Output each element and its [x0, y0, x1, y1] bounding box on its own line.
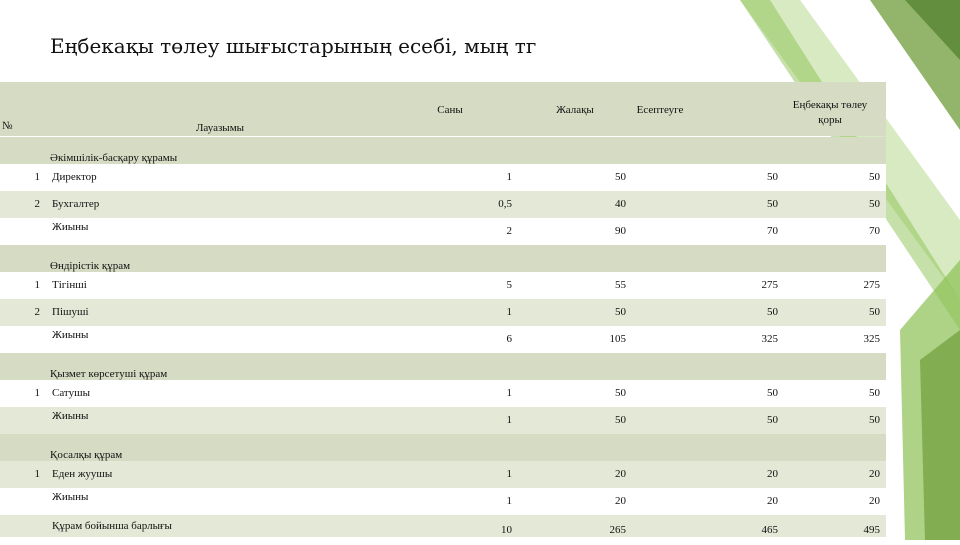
table-row	[0, 299, 886, 326]
header-no: №	[2, 120, 13, 132]
count-cell: 5	[506, 279, 512, 291]
row-name: Жиыны	[52, 221, 89, 233]
salary-cell: 265	[609, 524, 626, 536]
row-name: Бухгалтер	[52, 198, 100, 210]
total-row	[0, 488, 886, 515]
salary-cell: 50	[615, 414, 626, 426]
calc-cell: 50	[767, 306, 778, 318]
count-cell: 1	[506, 387, 512, 399]
salary-cell: 90	[615, 225, 626, 237]
row-name: Директор	[52, 171, 97, 183]
page-title: Еңбекақы төлеу шығыстарының есебі, мың тг	[50, 34, 537, 58]
table-row	[0, 164, 886, 191]
row-number: 2	[34, 198, 40, 210]
row-name: Жиыны	[52, 329, 89, 341]
header-fund: Еңбекақы төлеу қоры	[792, 99, 868, 126]
section-row	[0, 434, 886, 461]
salary-cell: 55	[615, 279, 626, 291]
salary-cell: 40	[615, 198, 626, 210]
salary-cell: 50	[615, 387, 626, 399]
fund-cell: 20	[869, 468, 880, 480]
count-cell: 10	[501, 524, 512, 536]
count-cell: 6	[506, 333, 512, 345]
table-row	[0, 272, 886, 299]
fund-cell: 275	[863, 279, 880, 291]
calc-cell: 50	[767, 387, 778, 399]
section-label: Қосалқы құрам	[50, 449, 123, 461]
section-label: Әкімшілік-басқару құрамы	[50, 152, 178, 164]
count-cell: 1	[506, 306, 512, 318]
calc-cell: 50	[767, 198, 778, 210]
header-count: Саны	[437, 104, 463, 116]
fund-cell: 325	[863, 333, 880, 345]
header-position: Лауазымы	[195, 122, 245, 134]
header-salary: Жалақы	[556, 104, 594, 116]
row-name: Жиыны	[52, 491, 89, 503]
count-cell: 1	[506, 171, 512, 183]
table-row	[0, 380, 886, 407]
table-row	[0, 191, 886, 218]
header-calc: Есептеуге	[636, 104, 684, 116]
count-cell: 1	[506, 414, 512, 426]
fund-cell: 50	[869, 414, 880, 426]
count-cell: 1	[506, 468, 512, 480]
row-name: Пішуші	[52, 306, 89, 318]
total-row	[0, 326, 886, 353]
fund-cell: 50	[869, 198, 880, 210]
row-name: Құрам бойынша барлығы	[52, 520, 172, 532]
count-cell: 2	[506, 225, 512, 237]
row-number: 1	[34, 171, 40, 183]
calc-cell: 50	[767, 171, 778, 183]
calc-cell: 20	[767, 468, 778, 480]
fund-cell: 495	[863, 524, 880, 536]
row-name: Жиыны	[52, 410, 89, 422]
row-number: 1	[34, 279, 40, 291]
calc-cell: 50	[767, 414, 778, 426]
section-row	[0, 353, 886, 380]
table-row	[0, 461, 886, 488]
calc-cell: 20	[767, 495, 778, 507]
salary-cell: 20	[615, 468, 626, 480]
section-row	[0, 245, 886, 272]
row-name: Тігінші	[52, 279, 87, 291]
total-row	[0, 407, 886, 434]
calc-cell: 275	[761, 279, 778, 291]
count-cell: 0,5	[498, 198, 512, 210]
fund-cell: 50	[869, 387, 880, 399]
salary-cell: 105	[609, 333, 626, 345]
total-row	[0, 218, 886, 245]
row-number: 1	[34, 387, 40, 399]
row-name: Еден жуушы	[52, 468, 113, 480]
row-name: Сатушы	[52, 387, 90, 399]
salary-cell: 20	[615, 495, 626, 507]
section-label: Қызмет көрсетуші құрам	[50, 368, 168, 380]
table-header	[0, 82, 886, 136]
salary-cell: 50	[615, 171, 626, 183]
fund-cell: 50	[869, 171, 880, 183]
fund-cell: 70	[869, 225, 880, 237]
calc-cell: 70	[767, 225, 778, 237]
fund-cell: 50	[869, 306, 880, 318]
salary-cell: 50	[615, 306, 626, 318]
section-row	[0, 137, 886, 164]
row-number: 2	[34, 306, 40, 318]
grand-total-row	[0, 515, 886, 537]
section-label: Өндірістік құрам	[50, 260, 131, 272]
fund-cell: 20	[869, 495, 880, 507]
calc-cell: 465	[761, 524, 778, 536]
count-cell: 1	[506, 495, 512, 507]
row-number: 1	[34, 468, 40, 480]
calc-cell: 325	[761, 333, 778, 345]
